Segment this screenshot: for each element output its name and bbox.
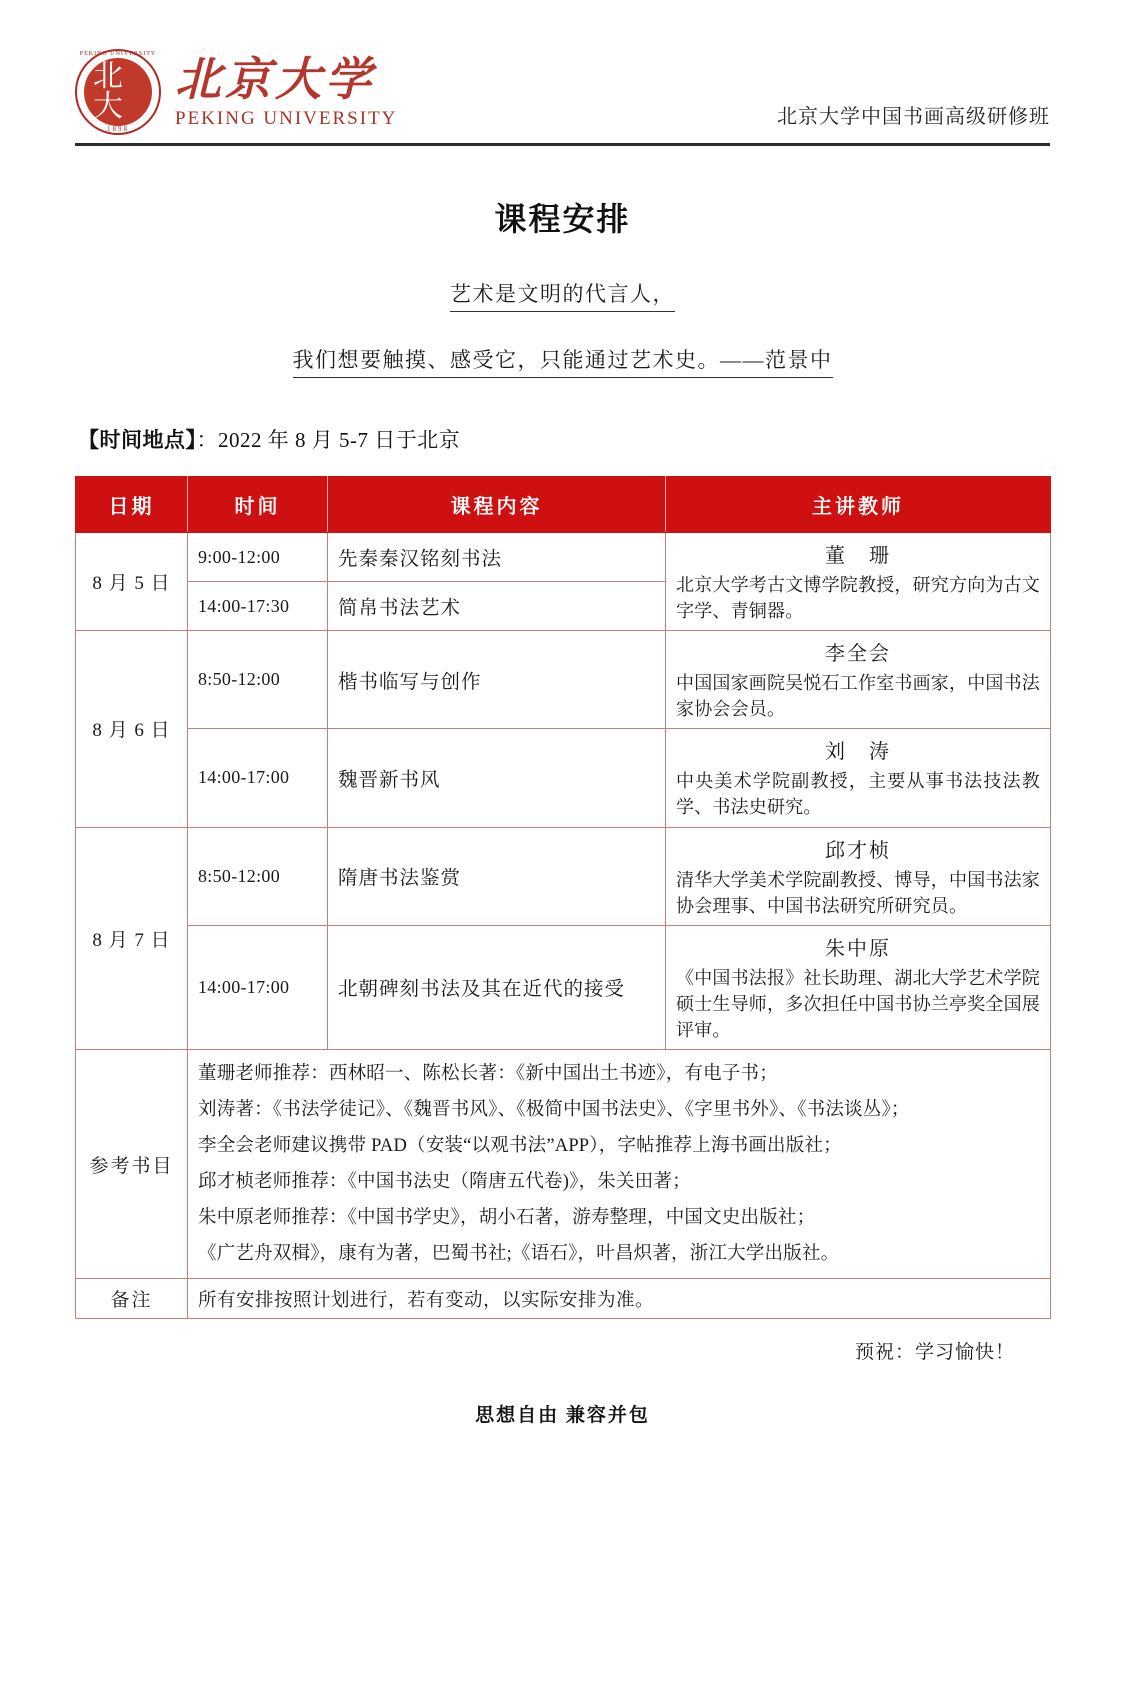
university-logo xyxy=(75,49,397,135)
teacher-name: 李全会 xyxy=(825,643,891,666)
time-location-line xyxy=(78,424,1125,454)
teacher-name: 董 珊 xyxy=(825,545,891,567)
table-row xyxy=(76,827,1051,925)
closing-wish: 预祝：学习愉快！ xyxy=(854,1342,1015,1364)
seal-year-text: 1898 xyxy=(107,125,129,133)
wordmark-chinese: 北京大学 xyxy=(175,53,375,105)
cell-time: 8:50-12:00 xyxy=(188,631,328,729)
seal-glyph: 北大 xyxy=(93,60,120,123)
cell-date: 8 月 7 日 xyxy=(76,827,188,1049)
epigraph xyxy=(0,278,1125,378)
reference-line: 刘涛著：《书法学徒记》、《魏晋书风》、《极简中国书法史》、《字里书外》、《书法谈丛》； xyxy=(198,1100,910,1121)
references-row xyxy=(76,1050,1051,1279)
cell-content: 魏晋新书风 xyxy=(328,729,666,827)
epigraph-line-1: 艺术是文明的代言人， xyxy=(450,278,675,312)
cell-content: 隋唐书法鉴赏 xyxy=(328,827,666,925)
teacher-description: 清华大学美术学院副教授、博导，中国书法家协会理事、中国书法研究所研究员。 xyxy=(676,869,1040,916)
page-title: 课程安排 xyxy=(494,201,631,237)
teacher-name: 朱中原 xyxy=(825,937,891,960)
teacher-description: 北京大学考古文博学院教授，研究方向为古文字学、青铜器。 xyxy=(676,575,1040,622)
time-location-value: ：2022 年 8 月 5-7 日于北京 xyxy=(196,428,461,452)
column-header-teacher: 主讲教师 xyxy=(666,477,1051,533)
header-divider xyxy=(75,143,1050,146)
cell-teacher xyxy=(666,631,1051,729)
teacher-name: 刘 涛 xyxy=(825,741,891,764)
reference-line: 董珊老师推荐：西林昭一、陈松长著：《新中国出土书迹》，有电子书； xyxy=(198,1064,778,1085)
reference-line: 《广艺舟双楫》，康有为著，巴蜀书社;《语石》，叶昌炽著，浙江大学出版社。 xyxy=(198,1244,840,1265)
cell-content: 楷书临写与创作 xyxy=(328,631,666,729)
teacher-description: 中国国家画院吴悦石工作室书画家，中国书法家协会会员。 xyxy=(676,673,1040,720)
references-cell xyxy=(188,1050,1051,1279)
peking-university-seal-icon xyxy=(75,49,161,135)
program-title: 北京大学中国书画高级研修班 xyxy=(777,106,1050,128)
schedule-table xyxy=(75,476,1051,1319)
notes-text: 所有安排按照计划进行，若有变动，以实际安排为准。 xyxy=(188,1279,1051,1319)
cell-date: 8 月 6 日 xyxy=(76,631,188,827)
teacher-description: 中央美术学院副教授，主要从事书法技法教学、书法史研究。 xyxy=(676,771,1040,818)
table-row xyxy=(76,533,1051,582)
cell-time: 9:00-12:00 xyxy=(188,533,328,582)
time-location-label: 【时间地点】 xyxy=(78,428,197,452)
wordmark-english: PEKING UNIVERSITY xyxy=(175,107,398,129)
reference-line: 朱中原老师推荐：《中国书学史》，胡小石著，游寿整理，中国文史出版社； xyxy=(198,1208,816,1229)
reference-line: 李全会老师建议携带 PAD（安装“以观书法”APP），字帖推荐上海书画出版社； xyxy=(198,1136,842,1157)
notes-label: 备注 xyxy=(76,1279,188,1319)
cell-teacher xyxy=(666,925,1051,1049)
column-header-content: 课程内容 xyxy=(328,477,666,533)
notes-row xyxy=(76,1279,1051,1319)
cell-time: 14:00-17:00 xyxy=(188,925,328,1049)
table-row xyxy=(76,631,1051,729)
schedule-table-wrap xyxy=(75,476,1050,1319)
cell-date: 8 月 5 日 xyxy=(76,533,188,631)
seal-top-text: PEKING UNIVERSITY xyxy=(79,51,157,57)
column-header-date: 日期 xyxy=(76,477,188,533)
table-header-row xyxy=(76,477,1051,533)
university-motto: 思想自由 兼容并包 xyxy=(475,1405,650,1427)
cell-time: 8:50-12:00 xyxy=(188,827,328,925)
cell-teacher xyxy=(666,729,1051,827)
table-row xyxy=(76,925,1051,1049)
cell-time: 14:00-17:30 xyxy=(188,582,328,631)
teacher-name: 邱才桢 xyxy=(825,839,891,862)
epigraph-line-2: 我们想要触摸、感受它，只能通过艺术史。——范景中 xyxy=(293,344,833,378)
references-label: 参考书目 xyxy=(76,1050,188,1279)
teacher-description: 《中国书法报》社长助理、湖北大学艺术学院硕士生导师，多次担任中国书协兰亭奖全国展评审。 xyxy=(676,967,1040,1040)
table-row xyxy=(76,729,1051,827)
page-header xyxy=(0,0,1125,135)
cell-content: 先秦秦汉铭刻书法 xyxy=(328,533,666,582)
cell-time: 14:00-17:00 xyxy=(188,729,328,827)
cell-teacher xyxy=(666,533,1051,631)
reference-line: 邱才桢老师推荐：《中国书法史（隋唐五代卷)》，朱关田著； xyxy=(198,1172,691,1193)
column-header-time: 时间 xyxy=(188,477,328,533)
cell-content: 北朝碑刻书法及其在近代的接受 xyxy=(328,925,666,1049)
cell-teacher xyxy=(666,827,1051,925)
cell-content: 简帛书法艺术 xyxy=(328,582,666,631)
